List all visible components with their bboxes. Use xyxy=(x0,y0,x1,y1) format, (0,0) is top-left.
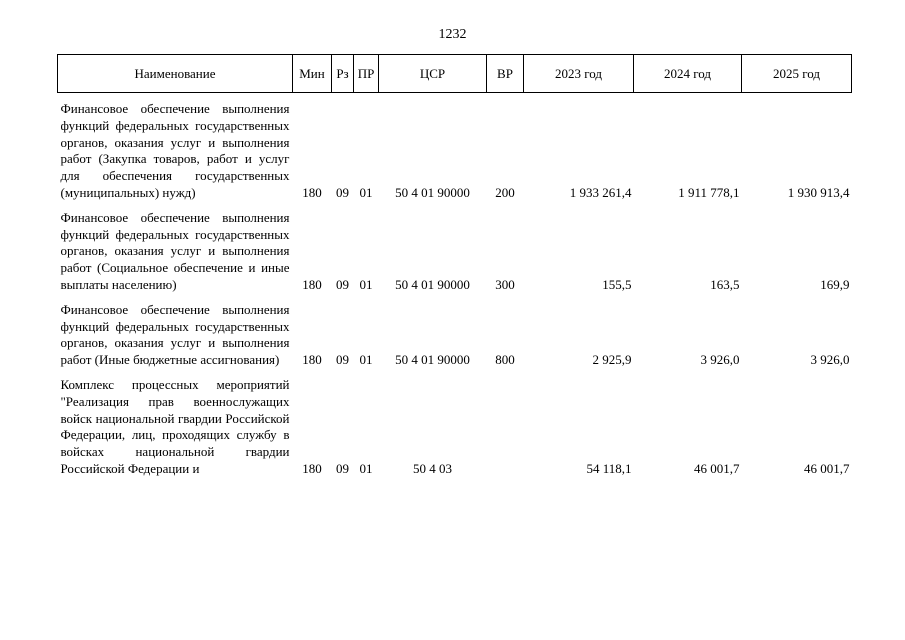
row-name: Финансовое обеспечение выполнения функций федеральных государственных органов, оказания услуг и выполнения работ (Иные бюджетные ассигнования) xyxy=(60,301,290,368)
row-2025: 1 930 913,4 xyxy=(787,184,850,200)
row-2023: 155,5 xyxy=(602,276,632,292)
row-2024: 163,5 xyxy=(710,276,740,292)
row-name: Финансовое обеспечение выполнения функций федеральных государственных органов, оказания услуг и выполнения работ (Закупка товаров, работ и услуг для обеспечения государственных (муниципальных) нужд) xyxy=(60,101,290,200)
row-2024: 1 911 778,1 xyxy=(678,184,740,200)
row-pr: 01 xyxy=(359,276,373,292)
row-name: Комплекс процессных мероприятий "Реализация прав военнослужащих войск национальной гвардии Российской Федерации, лиц, проходящих службу в войсках национальной гвардии Российской Федерации и xyxy=(60,376,290,476)
header-name: Наименование xyxy=(58,55,293,93)
row-2025: 169,9 xyxy=(820,276,850,292)
table-row xyxy=(58,93,852,202)
row-rz: 09 xyxy=(336,352,349,368)
row-min: 180 xyxy=(302,276,322,292)
header-vr: ВР xyxy=(487,55,524,93)
row-2023: 2 925,9 xyxy=(592,352,632,368)
budget-table xyxy=(57,54,852,478)
row-csr: 50 4 01 90000 xyxy=(395,276,470,292)
page-number: 1232 xyxy=(438,27,467,42)
row-2024: 46 001,7 xyxy=(694,460,740,476)
header-2024: 2024 год xyxy=(634,55,742,93)
row-vr: 300 xyxy=(495,276,515,292)
row-2023: 54 118,1 xyxy=(586,460,632,476)
row-2025: 46 001,7 xyxy=(804,460,850,476)
row-pr: 01 xyxy=(359,184,373,200)
row-rz: 09 xyxy=(336,184,349,200)
header-pr: ПР xyxy=(354,55,379,93)
row-csr: 50 4 01 90000 xyxy=(395,184,470,200)
row-csr: 50 4 03 xyxy=(413,460,452,476)
row-vr: 200 xyxy=(495,184,515,200)
table-header-row xyxy=(58,55,852,93)
row-vr xyxy=(487,369,524,478)
row-min: 180 xyxy=(302,184,322,200)
row-2023: 1 933 261,4 xyxy=(569,184,632,200)
row-min: 180 xyxy=(302,460,322,476)
row-pr: 01 xyxy=(359,460,373,476)
row-pr: 01 xyxy=(359,352,373,368)
row-rz: 09 xyxy=(336,460,349,476)
header-min: Мин xyxy=(293,55,332,93)
table-row xyxy=(58,369,852,478)
table-row xyxy=(58,294,852,369)
header-2023: 2023 год xyxy=(524,55,634,93)
table-row xyxy=(58,202,852,294)
header-rz: Рз xyxy=(332,55,354,93)
row-min: 180 xyxy=(302,352,322,368)
row-name: Финансовое обеспечение выполнения функций федеральных государственных органов, оказания услуг и выполнения работ (Социальное обеспечение и иные выплаты населению) xyxy=(60,209,290,292)
header-2025: 2025 год xyxy=(742,55,852,93)
row-csr: 50 4 01 90000 xyxy=(395,352,470,368)
row-vr: 800 xyxy=(495,352,515,368)
row-2024: 3 926,0 xyxy=(700,352,740,368)
row-rz: 09 xyxy=(336,276,349,292)
header-csr: ЦСР xyxy=(379,55,487,93)
row-2025: 3 926,0 xyxy=(810,352,850,368)
